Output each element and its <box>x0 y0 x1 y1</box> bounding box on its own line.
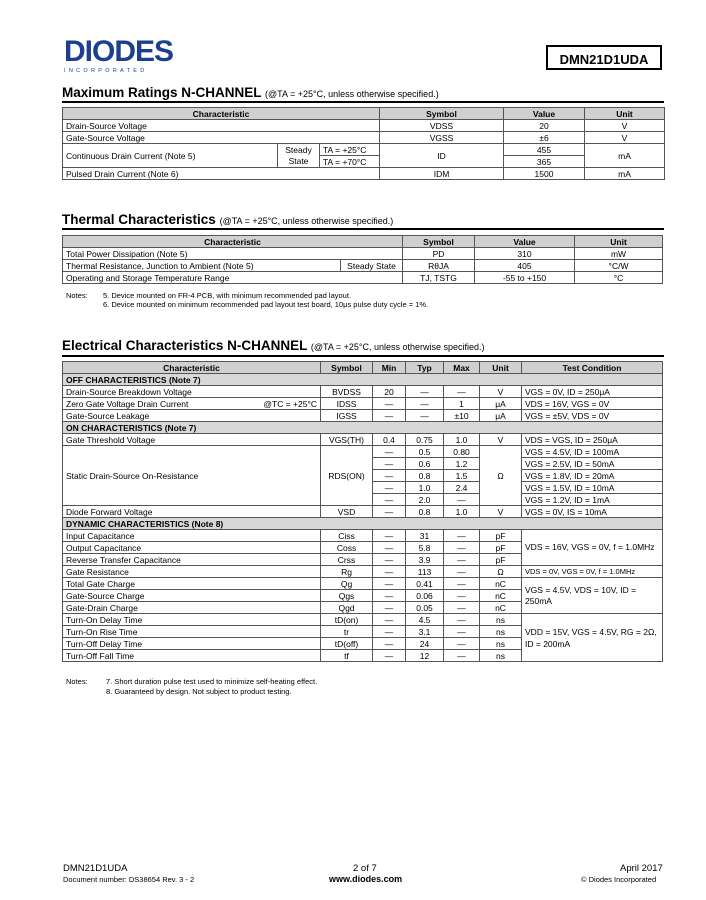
max-ratings-table <box>62 107 665 180</box>
table-row: Gate-Drain Charge Qgd — 0.05 — nC <box>63 602 663 614</box>
table-row: TA = +70°C 365 <box>63 156 665 168</box>
col-symbol: Symbol <box>321 362 373 374</box>
col-characteristic: Characteristic <box>63 362 321 374</box>
diodes-logo <box>64 35 198 74</box>
max-ratings-condition: (@TA = +25°C, unless otherwise specified.) <box>265 89 439 99</box>
footer-url[interactable]: www.diodes.com <box>329 874 403 884</box>
max-ratings-title-text: Maximum Ratings N-CHANNEL <box>62 85 262 100</box>
table-row: Total Gate Charge Qg — 0.41 — nC VGS = 4.5V, VDS = 10V, ID = 250mA <box>63 578 663 590</box>
electrical-title-text: Electrical Characteristics N-CHANNEL <box>62 338 308 353</box>
table-row: Pulsed Drain Current (Note 6) IDM 1500 mA <box>63 168 665 180</box>
thermal-notes <box>66 291 88 301</box>
table-row: Diode Forward Voltage VSD — 0.8 1.0 V VGS = 0V, IS = 10mA <box>63 506 663 518</box>
table-row: Static Drain-Source On-Resistance RDS(ON) — 0.5 0.80 Ω VGS = 4.5V, ID = 100mA <box>63 446 663 458</box>
table-row: Turn-On Rise Time tr — 3.1 — ns <box>63 626 663 638</box>
table-row: Output Capacitance Coss — 5.8 — pF <box>63 542 663 554</box>
table-row: Zero Gate Voltage Drain Current @TC = +25°C IDSS — — 1 μA VDS = 16V, VGS = 0V <box>63 398 663 410</box>
thermal-table <box>62 235 663 284</box>
table-row: Gate-Source Leakage IGSS — — ±10 μA VGS = ±5V, VDS = 0V <box>63 410 663 422</box>
table-row: Drain-Source Breakdown Voltage BVDSS 20 — — V VGS = 0V, ID = 250μA <box>63 386 663 398</box>
col-characteristic: Characteristic <box>63 236 403 248</box>
col-test-condition: Test Condition <box>522 362 663 374</box>
table-row: — 2.0 — VGS = 1.2V, ID = 1mA <box>63 494 663 506</box>
table-row: — 0.8 1.5 VGS = 1.8V, ID = 20mA <box>63 470 663 482</box>
footer-part: DMN21D1UDA <box>63 863 128 874</box>
thermal-title <box>62 212 393 227</box>
table-row: — 1.0 2.4 VGS = 1.5V, ID = 10mA <box>63 482 663 494</box>
table-row: Total Power Dissipation (Note 5) PD 310 mW <box>63 248 663 260</box>
thermal-note-6: 6. Device mounted on minimum recommended pad layout test board, 10μs pulse duty cycle = 1%. <box>103 300 429 309</box>
col-symbol: Symbol <box>380 108 504 120</box>
table-row: Gate Resistance Rg — 113 — Ω VDS = 0V, VGS = 0V, f = 1.0MHz <box>63 566 663 578</box>
col-symbol: Symbol <box>403 236 475 248</box>
dynamic-characteristics-label: DYNAMIC CHARACTERISTICS (Note 8) <box>63 518 663 530</box>
thermal-rule <box>62 228 664 230</box>
footer-company: © Diodes Incorporated <box>581 875 657 884</box>
part-number-box: DMN21D1UDA <box>546 45 662 70</box>
table-row: — 0.6 1.2 VGS = 2.5V, ID = 50mA <box>63 458 663 470</box>
logo-subtext: INCORPORATED <box>64 68 148 74</box>
max-ratings-rule <box>62 101 664 103</box>
table-row: Turn-On Delay Time tD(on) — 4.5 — ns VDD = 15V, VGS = 4.5V, RG = 2Ω, ID = 200mA <box>63 614 663 626</box>
electrical-condition: (@TA = +25°C, unless otherwise specified.) <box>310 342 485 352</box>
electrical-title <box>62 338 485 353</box>
thermal-title-text: Thermal Characteristics <box>62 212 216 227</box>
electrical-rule <box>62 355 664 357</box>
table-row: Reverse Transfer Capacitance Crss — 3.9 — pF <box>63 554 663 566</box>
footer-date: April 2017 <box>620 863 663 874</box>
table-row: Continuous Drain Current (Note 5) Steady State TA = +25°C ID 455 mA <box>63 144 665 156</box>
thermal-condition: (@TA = +25°C, unless otherwise specified.) <box>219 216 394 226</box>
electrical-note-7: 7. Short duration pulse test used to minimize self-heating effect. <box>106 677 318 686</box>
off-characteristics-label: OFF CHARACTERISTICS (Note 7) <box>63 374 663 386</box>
max-ratings-title <box>62 85 439 100</box>
col-characteristic: Characteristic <box>63 108 380 120</box>
footer-doc: Document number: DS38654 Rev. 3 - 2 <box>63 875 195 884</box>
notes-label: Notes: <box>66 291 88 300</box>
electrical-notes-label: Notes: <box>66 677 88 686</box>
electrical-table <box>62 361 663 662</box>
table-row: Gate Threshold Voltage VGS(TH) 0.4 0.75 1.0 V VDS = VGS, ID = 250μA <box>63 434 663 446</box>
col-unit: Unit <box>585 108 665 120</box>
table-row: Operating and Storage Temperature Range TJ, TSTG -55 to +150 °C <box>63 272 663 284</box>
on-characteristics-label: ON CHARACTERISTICS (Note 7) <box>63 422 663 434</box>
electrical-note-8: 8. Guaranteed by design. Not subject to product testing. <box>106 687 292 696</box>
col-value: Value <box>475 236 575 248</box>
col-max: Max <box>444 362 480 374</box>
col-value: Value <box>504 108 585 120</box>
col-min: Min <box>373 362 406 374</box>
table-row: Input Capacitance Ciss — 31 — pF VDS = 16V, VGS = 0V, f = 1.0MHz <box>63 530 663 542</box>
footer-page: 2 of 7 <box>353 863 377 874</box>
table-row: Gate-Source Voltage VGSS ±6 V <box>63 132 665 144</box>
col-unit: Unit <box>480 362 522 374</box>
table-row: Gate-Source Charge Qgs — 0.06 — nC <box>63 590 663 602</box>
table-row: Drain-Source Voltage VDSS 20 V <box>63 120 665 132</box>
table-row: Turn-Off Delay Time tD(off) — 24 — ns <box>63 638 663 650</box>
table-row: Thermal Resistance, Junction to Ambient (Note 5) Steady State RθJA 405 °C/W <box>63 260 663 272</box>
thermal-note-5: 5. Device mounted on FR-4 PCB, with minimum recommended pad layout. <box>103 291 352 300</box>
col-unit: Unit <box>575 236 663 248</box>
logo-text: DIODES <box>64 35 174 68</box>
table-row: Turn-Off Fall Time tf — 12 — ns <box>63 650 663 662</box>
col-typ: Typ <box>406 362 444 374</box>
